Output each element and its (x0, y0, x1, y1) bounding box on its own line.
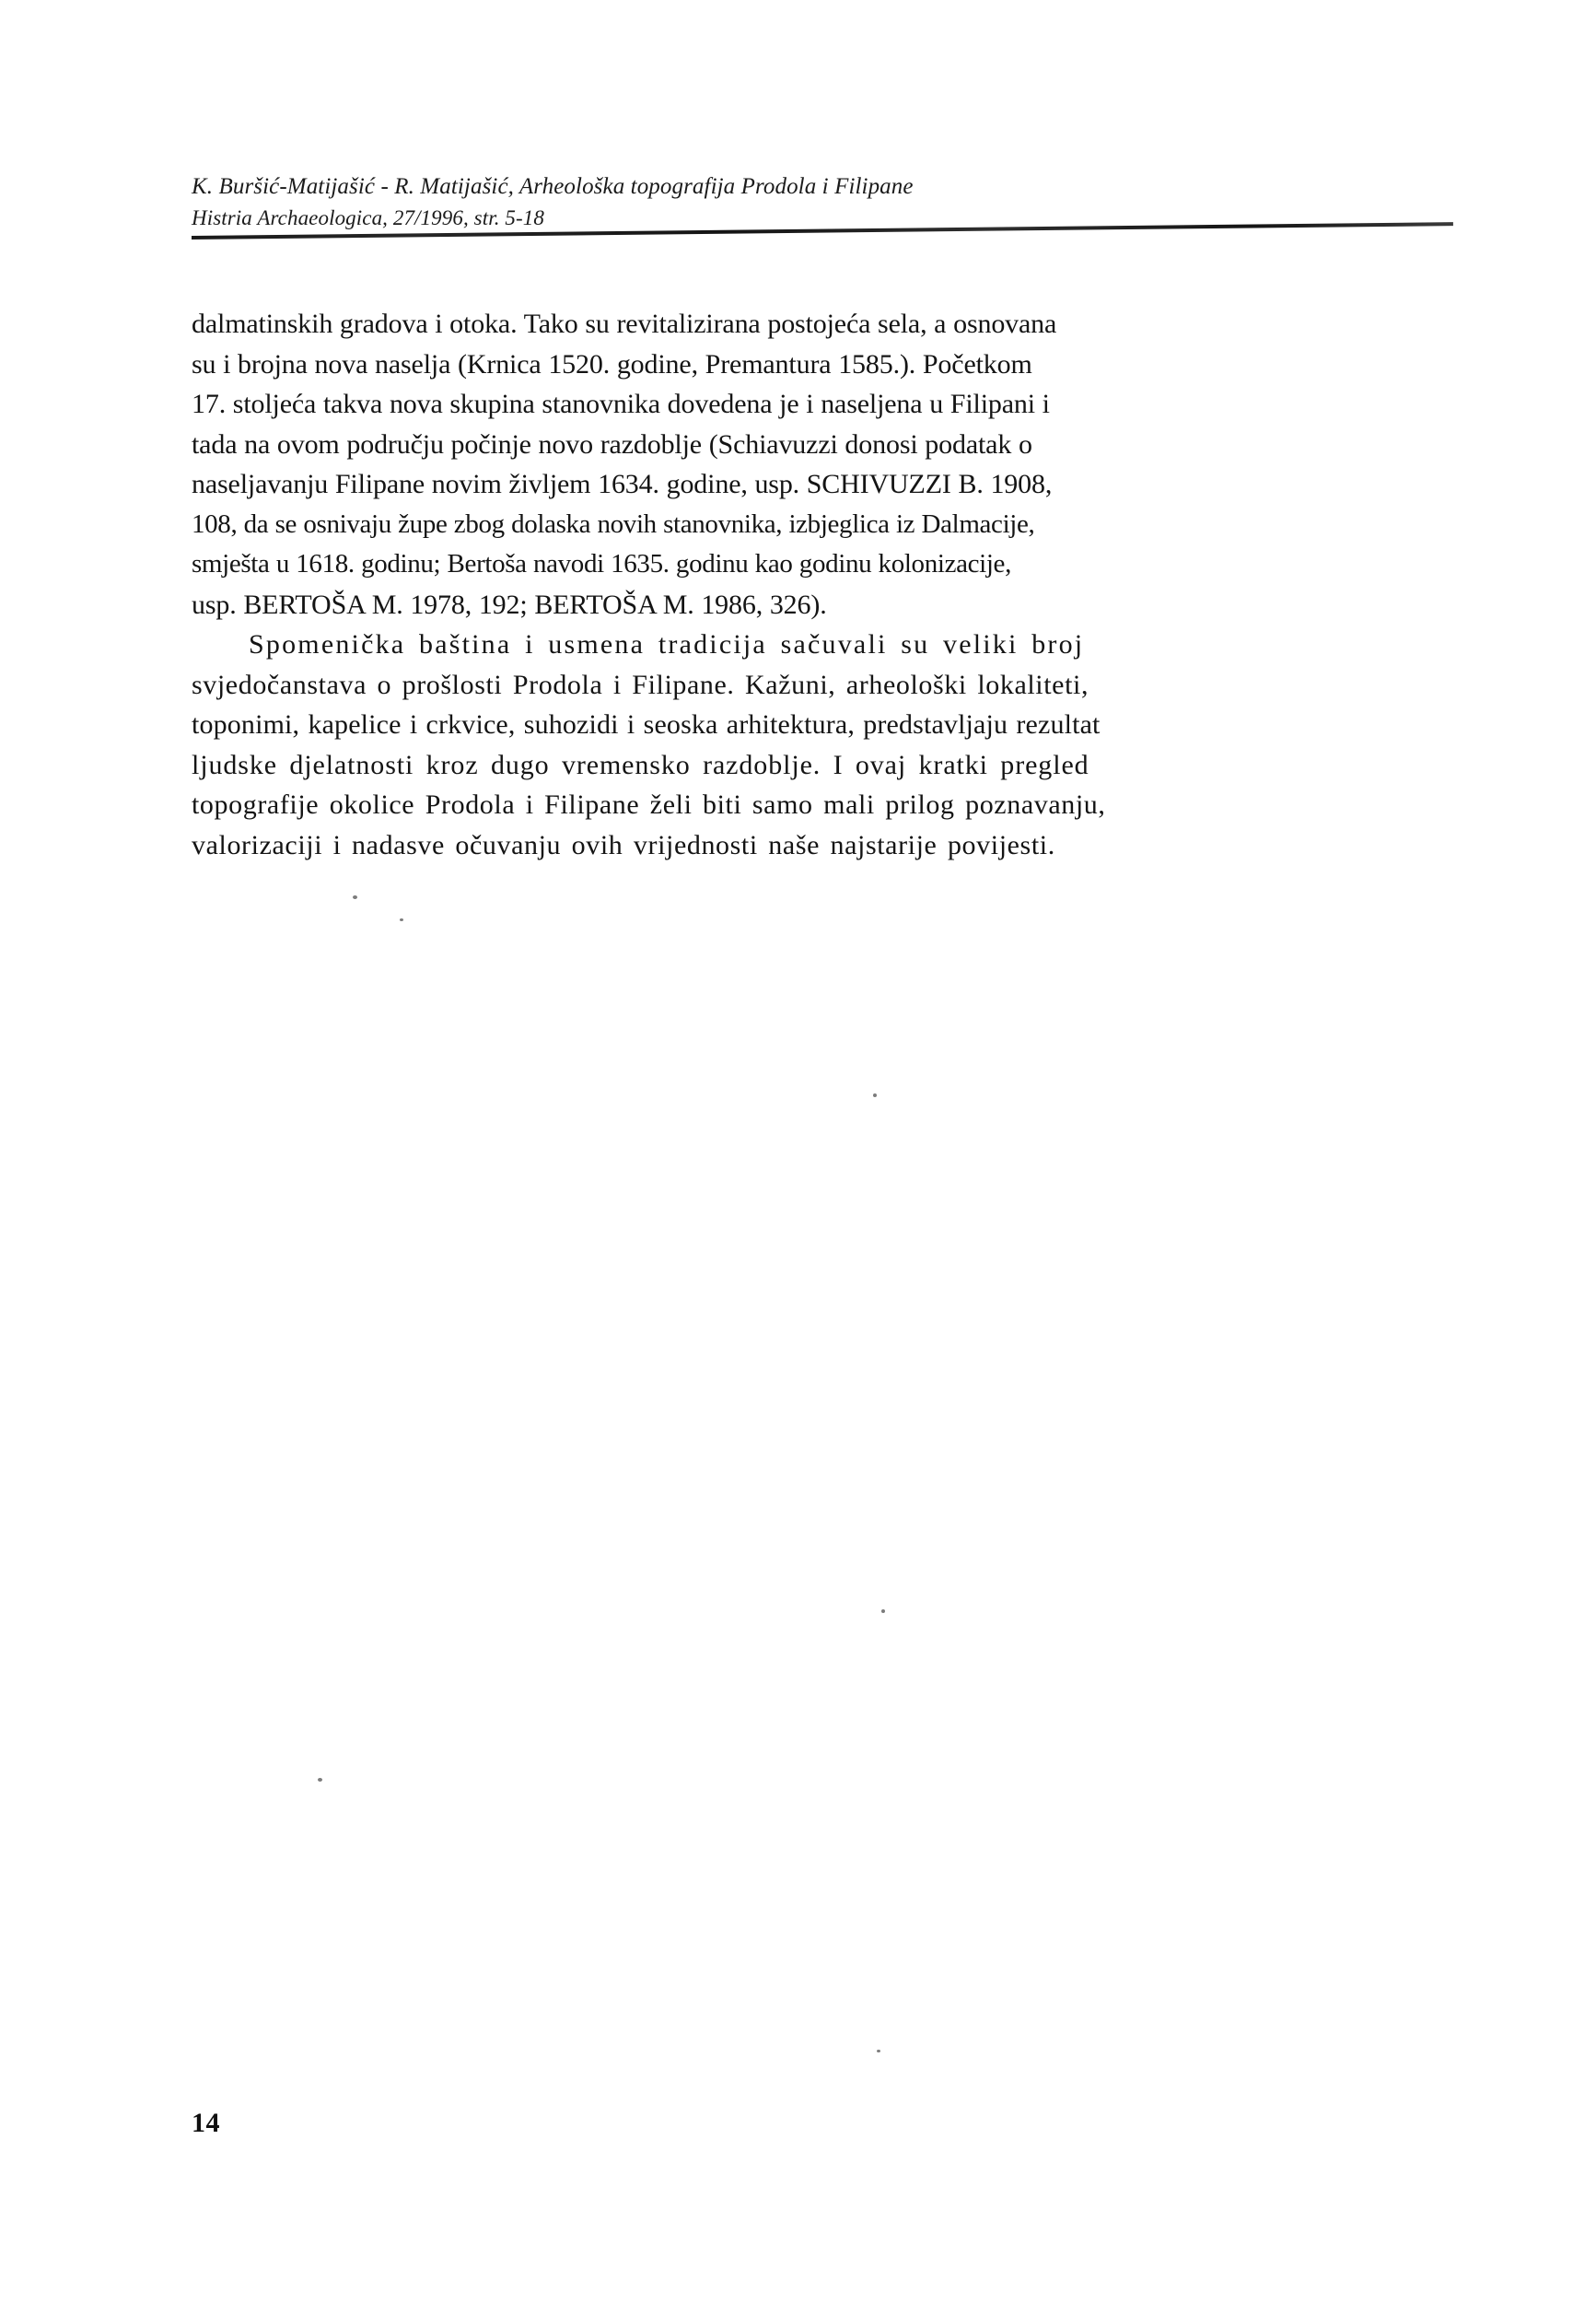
paragraph-2-line: ljudske djelatnosti kroz dugo vremensko razdoblje. I ovaj kratki pregled (192, 749, 1089, 780)
paragraph-1-line: smješta u 1618. godinu; Bertoša navodi 1635. godinu kao godinu kolonizacije, (192, 549, 1011, 579)
paragraph-2-line: Spomenička baština i usmena tradicija sačuvali su veliki broj (249, 629, 1085, 660)
paragraph-1-line: tada na ovom području počinje novo razdoblje (Schiavuzzi donosi podatak o (192, 428, 1032, 460)
paragraph-1-line: 17. stoljeća takva nova skupina stanovnika dovedena je i naseljena u Filipani i (192, 389, 1050, 419)
paragraph-1-line: dalmatinskih gradova i otoka. Tako su revitalizirana postojeća sela, a osnovana (192, 309, 1057, 339)
paragraph-2-line: svjedočanstava o prošlosti Prodola i Filipane. Kažuni, arheološki lokaliteti, (192, 669, 1089, 700)
paragraph-2-line: valorizaciji i nadasve očuvanju ovih vrijednosti naše najstarije povijesti. (192, 829, 1055, 860)
scan-speck (318, 1778, 322, 1782)
running-head-line-1: K. Buršić-Matijašić - R. Matijašić, Arheološka topografija Prodola i Filipane (192, 174, 914, 199)
paragraph-2-line: toponimi, kapelice i crkvice, suhozidi i seoska arhitektura, predstavljaju rezultat (192, 709, 1101, 740)
paragraph-1-line: usp. BERTOŠA M. 1978, 192; BERTOŠA M. 1986, 326). (192, 589, 827, 620)
running-head-line-2: Histria Archaeologica, 27/1996, str. 5-18 (192, 206, 544, 229)
scan-speck (877, 2050, 880, 2052)
scan-speck (353, 895, 357, 899)
paragraph-2 (192, 625, 1442, 865)
paragraph-1-line: su i brojna nova naselja (Krnica 1520. godine, Premantura 1585.). Početkom (192, 348, 1032, 380)
paragraph-1-line: naseljavanju Filipane novim življem 1634. godine, usp. SCHIVUZZI B. 1908, (192, 469, 1053, 499)
page-number: 14 (192, 2108, 220, 2138)
body-text-block (192, 304, 1442, 865)
scan-speck (400, 918, 403, 921)
paragraph-1 (192, 304, 1442, 625)
scan-speck (873, 1093, 877, 1097)
scan-speck (881, 1609, 885, 1613)
paragraph-2-line: topografije okolice Prodola i Filipane želi biti samo mali prilog poznavanju, (192, 789, 1106, 820)
paragraph-1-line: 108, da se osnivaju župe zbog dolaska novih stanovnika, izbjeglica iz Dalmacije, (192, 509, 1035, 539)
